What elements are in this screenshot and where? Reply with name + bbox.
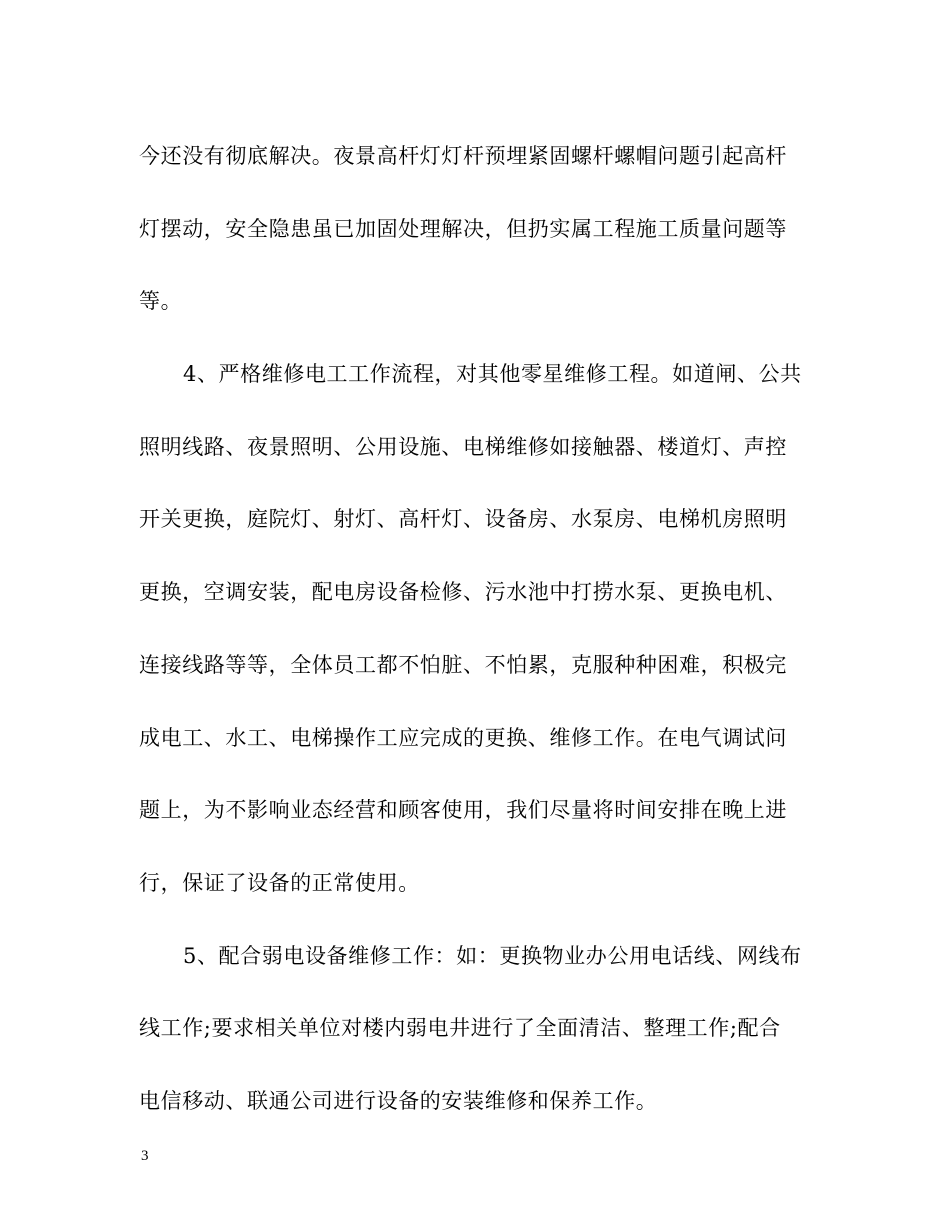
text-line: 电信移动、联通公司进行设备的安装维修和保养工作。 — [139, 1088, 658, 1113]
text-line: 今还没有彻底解决。夜景高杆灯灯杆预埋紧固螺杆螺帽问题引起高杆 — [139, 144, 787, 168]
body-text — [139, 120, 809, 1138]
paragraph-4-first-line: 4、严格维修电工工作流程，对其他零星维修工程。如道闸、公共 — [183, 362, 802, 387]
text-line: 行，保证了设备的正常使用。 — [139, 870, 420, 895]
text-line: 开关更换，庭院灯、射灯、高杆灯、设备房、水泵房、电梯机房照明 — [139, 507, 787, 532]
text-line: 线工作;要求相关单位对楼内弱电井进行了全面清洁、整理工作;配合 — [139, 1016, 781, 1041]
text-line: 成电工、水工、电梯操作工应完成的更换、维修工作。在电气调试问 — [139, 725, 787, 750]
text-line: 题上，为不影响业态经营和顾客使用，我们尽量将时间安排在晚上进 — [139, 798, 787, 823]
paragraph-5-first-line: 5、配合弱电设备维修工作：如：更换物业办公用电话线、网线布 — [183, 943, 802, 968]
text-line: 等。 — [139, 289, 183, 314]
text-line: 照明线路、夜景照明、公用设施、电梯维修如接触器、楼道灯、声控 — [139, 434, 787, 459]
page-number: 3 — [141, 1148, 149, 1164]
text-line: 灯摆动，安全隐患虽已加固处理解决，但扔实属工程施工质量问题等 — [139, 216, 787, 241]
text-line: 连接线路等等，全体员工都不怕脏、不怕累，克服种种困难，积极完 — [139, 652, 787, 677]
text-line: 更换，空调安装，配电房设备检修、污水池中打捞水泵、更换电机、 — [139, 580, 787, 605]
